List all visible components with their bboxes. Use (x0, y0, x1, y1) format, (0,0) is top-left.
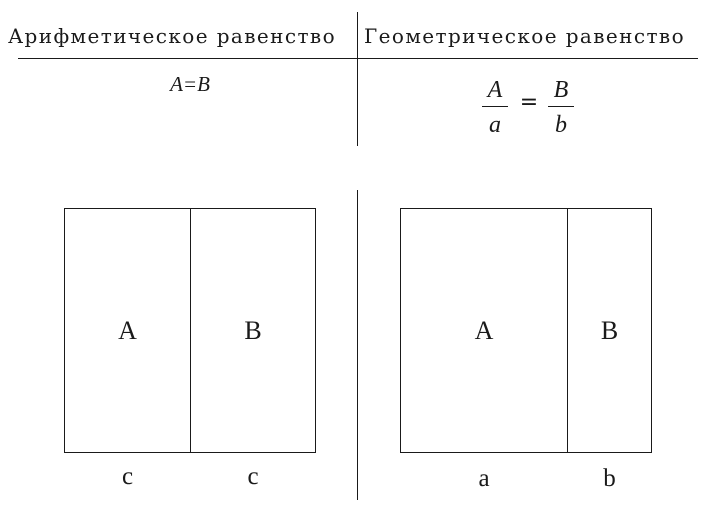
right-rectangle-b-label: B (600, 316, 619, 345)
fraction-left-bar (482, 106, 508, 107)
arithmetic-equality-heading: Арифметическое равенство (8, 24, 337, 48)
geometric-formula (478, 76, 588, 146)
right-rectangle-b-width-label: b (603, 465, 616, 492)
geometric-equality-heading: Геометрическое равенство (364, 24, 686, 48)
header-divider-horizontal (18, 58, 698, 59)
arithmetic-formula: A=B (170, 72, 210, 96)
right-rectangle-a-width-label: a (478, 465, 490, 492)
fraction-left (482, 76, 508, 139)
header-divider-vertical (357, 12, 358, 146)
fraction-right-numerator: B (553, 77, 569, 103)
right-rectangle-a-label: A (474, 316, 494, 345)
left-rectangle-a-label: A (118, 316, 137, 345)
fraction-left-numerator: A (487, 77, 503, 103)
left-rectangle-a-width-label: c (121, 463, 134, 490)
left-rectangle-b-width-label: c (247, 463, 259, 490)
fraction-right-denominator: b (555, 112, 567, 138)
fraction-right-bar (548, 106, 574, 107)
fraction-left-denominator: a (489, 112, 501, 138)
equals-sign: = (519, 90, 539, 115)
diagram-divider-vertical (357, 190, 358, 500)
fraction-right (548, 76, 574, 139)
left-rectangle-b-label: B (244, 316, 262, 345)
